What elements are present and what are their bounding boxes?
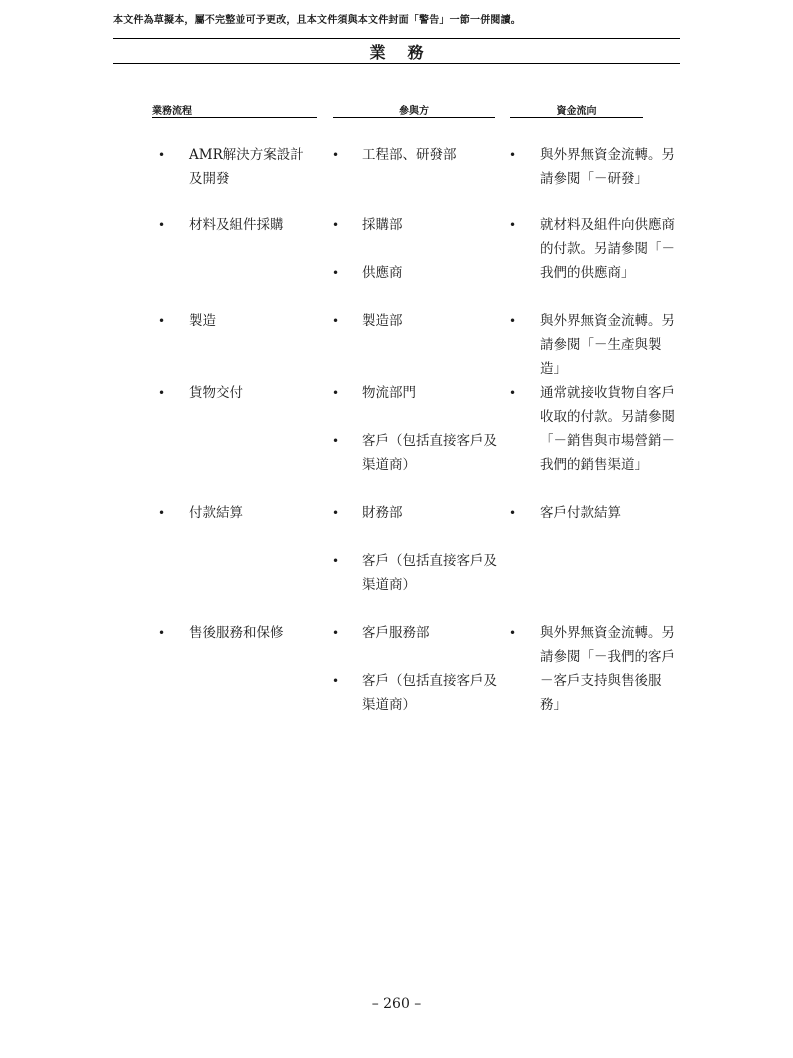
participant-cell: 物流部門	[362, 385, 416, 401]
participant-cell: 供應商	[362, 265, 403, 281]
draft-disclaimer: 本文件為草擬本，屬不完整並可予更改，且本文件須與本文件封面「警告」一節一併閱讀。	[113, 15, 521, 26]
column-header-process: 業務流程	[152, 102, 317, 118]
bullet-icon: •	[332, 266, 340, 280]
header-rule-bottom	[113, 63, 680, 64]
bullet-icon: •	[332, 314, 340, 328]
bullet-icon: •	[509, 314, 517, 328]
participant-cell: 客戶（包括直接客戶及渠道商）	[362, 553, 497, 593]
participant-cell: 採購部	[362, 217, 403, 233]
participant-cell: 客戶服務部	[362, 625, 430, 641]
bullet-icon: •	[332, 148, 340, 162]
fund-flow-cell: 通常就接收貨物自客戶收取的付款。另請參閱「－銷售與市場營銷－我們的銷售渠道」	[540, 385, 675, 473]
column-header-participants: 參與方	[333, 102, 495, 118]
column-header-fund-flow: 資金流向	[510, 102, 643, 118]
bullet-icon: •	[332, 674, 340, 688]
page-number: – 260 –	[371, 996, 422, 1012]
bullet-icon: •	[158, 218, 166, 232]
bullet-icon: •	[509, 626, 517, 640]
process-cell: 貨物交付	[189, 385, 243, 401]
bullet-icon: •	[158, 626, 166, 640]
bullet-icon: •	[332, 434, 340, 448]
participant-cell: 客戶（包括直接客戶及渠道商）	[362, 673, 497, 713]
process-cell: 售後服務和保修	[189, 625, 284, 641]
bullet-icon: •	[332, 554, 340, 568]
bullet-icon: •	[332, 218, 340, 232]
process-cell: AMR解決方案設計及開發	[189, 147, 304, 187]
participant-cell: 財務部	[362, 505, 403, 521]
participant-cell: 製造部	[362, 313, 403, 329]
bullet-icon: •	[158, 506, 166, 520]
bullet-icon: •	[509, 148, 517, 162]
fund-flow-cell: 與外界無資金流轉。另請參閱「－研發」	[540, 147, 675, 187]
bullet-icon: •	[332, 386, 340, 400]
fund-flow-cell: 與外界無資金流轉。另請參閱「－生產與製造」	[540, 313, 675, 377]
fund-flow-cell: 與外界無資金流轉。另請參閱「－我們的客戶－客戶支持與售後服務」	[540, 625, 675, 713]
header-rule-top	[113, 38, 680, 39]
section-title: 業務	[369, 43, 446, 62]
process-cell: 付款結算	[189, 505, 243, 521]
bullet-icon: •	[509, 218, 517, 232]
bullet-icon: •	[332, 626, 340, 640]
bullet-icon: •	[332, 506, 340, 520]
bullet-icon: •	[509, 386, 517, 400]
participant-cell: 工程部、研發部	[362, 147, 457, 163]
bullet-icon: •	[509, 506, 517, 520]
process-cell: 材料及組件採購	[189, 217, 284, 233]
fund-flow-cell: 客戶付款結算	[540, 505, 621, 521]
bullet-icon: •	[158, 386, 166, 400]
bullet-icon: •	[158, 148, 166, 162]
participant-cell: 客戶（包括直接客戶及渠道商）	[362, 433, 497, 473]
fund-flow-cell: 就材料及組件向供應商的付款。另請參閱「－我們的供應商」	[540, 217, 675, 281]
process-cell: 製造	[189, 313, 216, 329]
bullet-icon: •	[158, 314, 166, 328]
